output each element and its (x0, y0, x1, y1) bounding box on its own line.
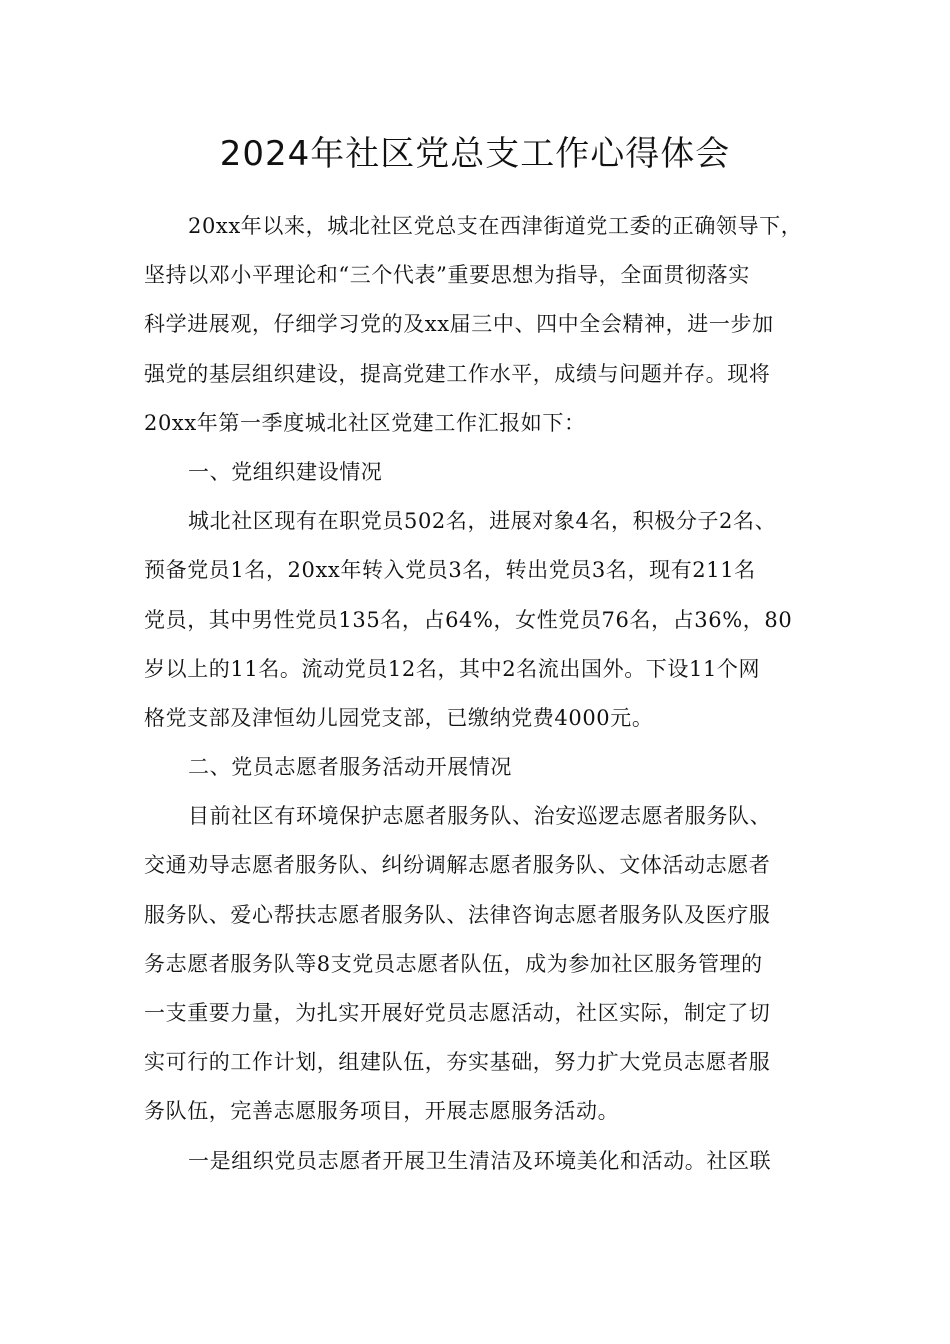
paragraph-line: 目前社区有环境保护志愿者服务队、治安巡逻志愿者服务队、 (188, 804, 772, 829)
paragraph-line: 20xx年以来，城北社区党总支在西津街道党工委的正确领导下， (188, 214, 803, 238)
paragraph-line: 20xx年第一季度城北社区党建工作汇报如下： (144, 410, 586, 435)
paragraph-line: 交通劝导志愿者服务队、纠纷调解志愿者服务队、文体活动志愿者 (144, 853, 771, 878)
paragraph-line: 坚持以邓小平理论和“三个代表”重要思想为指导，全面贯彻落实 (144, 263, 750, 288)
paragraph-line: 服务队、爱心帮扶志愿者服务队、法律咨询志愿者服务队及医疗服 (144, 902, 771, 927)
paragraph-line: 实可行的工作计划，组建队伍，夯实基础，努力扩大党员志愿者服 (144, 1050, 771, 1075)
document-body (144, 202, 820, 1186)
paragraph-line: 格党支部及津恒幼儿园党支部，已缴纳党费4000元。 (144, 705, 654, 730)
paragraph-line: 科学进展观，仔细学习党的及xx届三中、四中全会精神，进一步加 (144, 312, 774, 337)
paragraph-line: 务志愿者服务队等8支党员志愿者队伍，成为参加社区服务管理的 (144, 951, 763, 976)
section-heading: 一、党组织建设情况 (188, 459, 383, 484)
paragraph-line: 城北社区现有在职党员502名，进展对象4名，积极分子2名、 (188, 509, 777, 534)
paragraph-line: 岁以上的11名。流动党员12名，其中2名流出国外。下设11个网 (144, 656, 761, 681)
paragraph-line: 党员，其中男性党员135名，占64%，女性党员76名，占36%，80 (144, 607, 793, 632)
section-heading: 二、党员志愿者服务活动开展情况 (188, 755, 512, 780)
paragraph-line: 一支重要力量，为扎实开展好党员志愿活动，社区实际，制定了切 (144, 1001, 771, 1025)
paragraph-line: 预备党员1名，20xx年转入党员3名，转出党员3名，现有211名 (144, 558, 756, 583)
paragraph-line: 务队伍，完善志愿服务项目，开展志愿服务活动。 (144, 1099, 620, 1124)
paragraph-line: 一是组织党员志愿者开展卫生清洁及环境美化和活动。社区联 (188, 1148, 772, 1173)
paragraph-line: 强党的基层组织建设，提高党建工作水平，成绩与问题并存。现将 (144, 361, 771, 386)
document-title: 2024年社区党总支工作心得体会 (219, 134, 731, 174)
